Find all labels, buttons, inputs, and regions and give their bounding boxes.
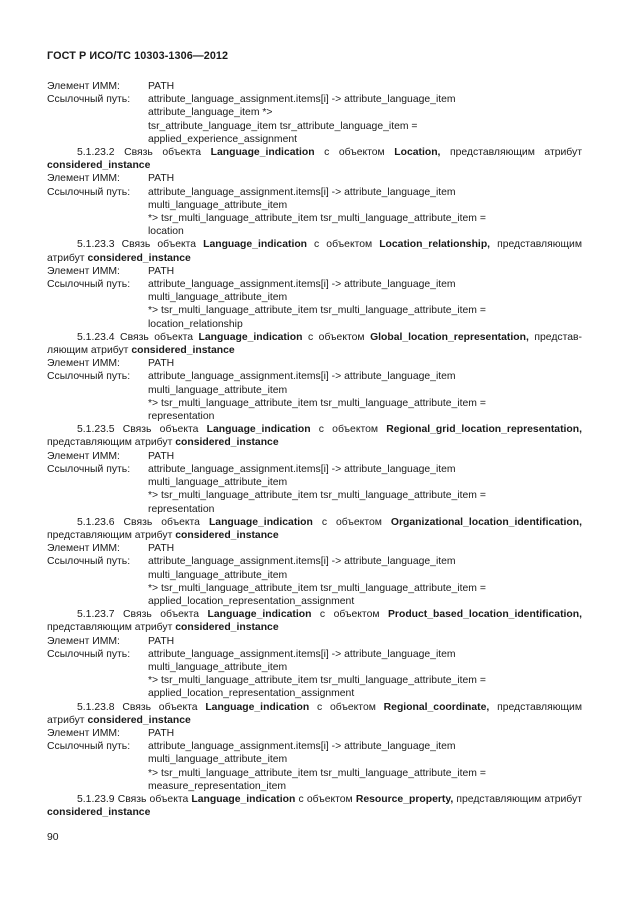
path-value: [148, 186, 582, 239]
mapping-section: [47, 146, 582, 238]
path-line: attribute_language_assignment.items[i] -> attribute_language_item: [148, 371, 456, 383]
element-label: Элемент ИММ:: [47, 358, 120, 370]
document-header: ГОСТ Р ИСО/ТС 10303-1306—2012: [47, 50, 229, 62]
element-label: Элемент ИММ:: [47, 727, 120, 739]
path-row: [47, 370, 582, 423]
path-label: Ссылочный путь:: [47, 463, 131, 475]
heading-lead: 5.1.23.9 Связь объекта: [77, 793, 192, 805]
section-heading: [47, 146, 582, 172]
path-line: location_relationship: [148, 318, 243, 330]
heading-tail: представ-ляющим атрибут: [47, 331, 582, 357]
element-row: [47, 80, 582, 93]
mapping-section: [47, 516, 582, 608]
heading-attribute: considered_instance: [87, 252, 191, 264]
document-body: [47, 80, 582, 819]
path-label: Ссылочный путь:: [47, 556, 131, 568]
element-label: Элемент ИММ:: [47, 543, 120, 555]
heading-entity: Language_indication: [198, 331, 303, 343]
mapping-section: [47, 238, 582, 330]
heading-attribute: considered_instance: [175, 529, 279, 541]
section-heading: [47, 793, 582, 819]
heading-tail: представляющим атрибут: [47, 437, 176, 449]
heading-mid: с объектом: [309, 701, 384, 713]
path-row: [47, 463, 582, 516]
heading-lead: 5.1.23.2 Связь объекта: [77, 147, 211, 159]
path-line: attribute_language_item *>: [148, 107, 273, 119]
heading-tail: представляющим атрибут: [47, 622, 176, 634]
heading-entity: Language_indication: [206, 424, 311, 436]
heading-entity: Language_indication: [203, 239, 308, 251]
heading-target: Location_relationship,: [379, 239, 491, 251]
heading-lead: 5.1.23.5 Связь объекта: [77, 424, 207, 436]
path-row: [47, 740, 582, 793]
heading-lead: 5.1.23.4 Связь объекта: [77, 331, 199, 343]
mapping-section: [47, 423, 582, 515]
heading-tail: представляющим атрибут: [47, 529, 176, 541]
path-line: attribute_language_assignment.items[i] -> attribute_language_item: [148, 279, 456, 291]
element-value: PATH: [148, 173, 175, 185]
section-heading: [47, 238, 582, 264]
element-label: Элемент ИММ:: [47, 81, 120, 92]
heading-tail: представляющим атрибут: [453, 793, 582, 805]
path-line: representation: [148, 411, 215, 423]
element-value: PATH: [148, 450, 175, 462]
path-line: *> tsr_multi_language_attribute_item tsr_multi_language_attribute_item =: [148, 490, 486, 502]
mapping-section: [47, 701, 582, 793]
element-row: [47, 635, 582, 648]
section-heading: [47, 608, 582, 634]
heading-mid: с объектом: [302, 331, 371, 343]
path-value: [148, 93, 582, 146]
path-label: Ссылочный путь:: [47, 648, 131, 660]
element-row: [47, 357, 582, 370]
heading-lead: 5.1.23.7 Связь объекта: [77, 609, 208, 621]
path-line: multi_language_attribute_item: [148, 569, 288, 581]
path-line: *> tsr_multi_language_attribute_item tsr_multi_language_attribute_item =: [148, 305, 486, 317]
path-value: [148, 648, 582, 701]
element-label: Элемент ИММ:: [47, 173, 120, 185]
path-line: multi_language_attribute_item: [148, 754, 288, 766]
heading-mid: с объектом: [311, 609, 388, 621]
path-line: *> tsr_multi_language_attribute_item tsr_multi_language_attribute_item =: [148, 675, 486, 687]
heading-entity: Language_indication: [205, 701, 310, 713]
path-line: multi_language_attribute_item: [148, 477, 288, 489]
heading-attribute: considered_instance: [175, 622, 279, 634]
heading-attribute: considered_instance: [87, 714, 191, 726]
path-line: *> tsr_multi_language_attribute_item tsr_multi_language_attribute_item =: [148, 397, 486, 409]
element-value: PATH: [148, 543, 175, 555]
path-line: attribute_language_assignment.items[i] -> attribute_language_item: [148, 648, 456, 660]
element-label: Элемент ИММ:: [47, 635, 120, 647]
mapping-section: [47, 793, 582, 819]
path-value: [148, 463, 582, 516]
heading-target: Regional_coordinate,: [383, 701, 490, 713]
path-value: [148, 555, 582, 608]
path-line: multi_language_attribute_item: [148, 661, 288, 673]
element-value: PATH: [148, 358, 175, 370]
mapping-section: [47, 608, 582, 700]
heading-tail: представляющим атрибут: [440, 147, 582, 159]
heading-entity: Language_indication: [207, 609, 312, 621]
page-number: 90: [47, 832, 59, 843]
heading-entity: Language_indication: [210, 147, 315, 159]
path-line: applied_location_representation_assignment: [148, 595, 355, 607]
heading-attribute: considered_instance: [175, 437, 279, 449]
path-line: tsr_attribute_language_item tsr_attribute_language_item =: [148, 120, 418, 132]
heading-attribute: considered_instance: [47, 807, 151, 819]
mapping-entry: [47, 80, 582, 146]
path-line: attribute_language_assignment.items[i] -> attribute_language_item: [148, 463, 456, 475]
path-line: representation: [148, 503, 215, 515]
element-row: [47, 727, 582, 740]
path-value: [148, 370, 582, 423]
heading-target: Global_location_representation,: [370, 331, 529, 343]
element-label: Элемент ИММ:: [47, 265, 120, 277]
path-line: attribute_language_assignment.items[i] -> attribute_language_item: [148, 556, 456, 568]
path-row: [47, 186, 582, 239]
path-line: applied_location_representation_assignment: [148, 688, 355, 700]
element-value: PATH: [148, 81, 175, 92]
path-label: Ссылочный путь:: [47, 186, 131, 198]
path-line: multi_language_attribute_item: [148, 292, 288, 304]
element-value: PATH: [148, 265, 175, 277]
section-heading: [47, 516, 582, 542]
path-row: [47, 555, 582, 608]
section-heading: [47, 701, 582, 727]
heading-mid: с объектом: [295, 793, 356, 805]
element-value: PATH: [148, 727, 175, 739]
heading-lead: 5.1.23.3 Связь объекта: [77, 239, 204, 251]
path-line: applied_experience_assignment: [148, 133, 298, 145]
path-row: [47, 93, 582, 146]
path-line: *> tsr_multi_language_attribute_item tsr_multi_language_attribute_item =: [148, 767, 486, 779]
path-label: Ссылочный путь:: [47, 94, 131, 106]
path-line: attribute_language_assignment.items[i] -> attribute_language_item: [148, 741, 456, 753]
path-line: multi_language_attribute_item: [148, 384, 288, 396]
heading-mid: с объектом: [307, 239, 380, 251]
heading-target: Organizational_location_identification,: [390, 516, 582, 528]
heading-lead: 5.1.23.6 Связь объекта: [77, 516, 209, 528]
heading-tail: представляющим атрибут: [47, 239, 582, 264]
heading-target: Resource_property,: [355, 793, 454, 805]
heading-target: Location,: [394, 147, 441, 159]
section-heading: [47, 423, 582, 449]
heading-target: Regional_grid_location_representation,: [386, 424, 582, 436]
element-value: PATH: [148, 635, 175, 647]
path-row: [47, 648, 582, 701]
path-line: measure_representation_item: [148, 780, 287, 792]
path-value: [148, 740, 582, 793]
heading-tail: представляющим атрибут: [47, 701, 582, 726]
path-line: multi_language_attribute_item: [148, 199, 288, 211]
path-line: attribute_language_assignment.items[i] -> attribute_language_item: [148, 94, 456, 106]
path-line: attribute_language_assignment.items[i] -> attribute_language_item: [148, 186, 456, 198]
path-label: Ссылочный путь:: [47, 741, 131, 753]
heading-mid: с объектом: [314, 147, 395, 159]
path-value: [148, 278, 582, 331]
element-row: [47, 265, 582, 278]
path-label: Ссылочный путь:: [47, 371, 131, 383]
path-line: location: [148, 226, 184, 238]
path-line: *> tsr_multi_language_attribute_item tsr_multi_language_attribute_item =: [148, 582, 486, 594]
heading-mid: с объектом: [312, 516, 391, 528]
mapping-section: [47, 331, 582, 423]
path-row: [47, 278, 582, 331]
heading-lead: 5.1.23.8 Связь объекта: [77, 701, 206, 713]
heading-attribute: considered_instance: [131, 345, 235, 357]
heading-entity: Language_indication: [208, 516, 313, 528]
element-row: [47, 450, 582, 463]
path-label: Ссылочный путь:: [47, 279, 131, 291]
element-row: [47, 542, 582, 555]
path-line: *> tsr_multi_language_attribute_item tsr_multi_language_attribute_item =: [148, 213, 486, 225]
heading-mid: с объектом: [310, 424, 387, 436]
heading-attribute: considered_instance: [47, 160, 151, 172]
heading-target: Product_based_location_identification,: [388, 609, 582, 621]
section-heading: [47, 331, 582, 357]
element-label: Элемент ИММ:: [47, 450, 120, 462]
element-row: [47, 172, 582, 185]
heading-entity: Language_indication: [191, 793, 296, 805]
